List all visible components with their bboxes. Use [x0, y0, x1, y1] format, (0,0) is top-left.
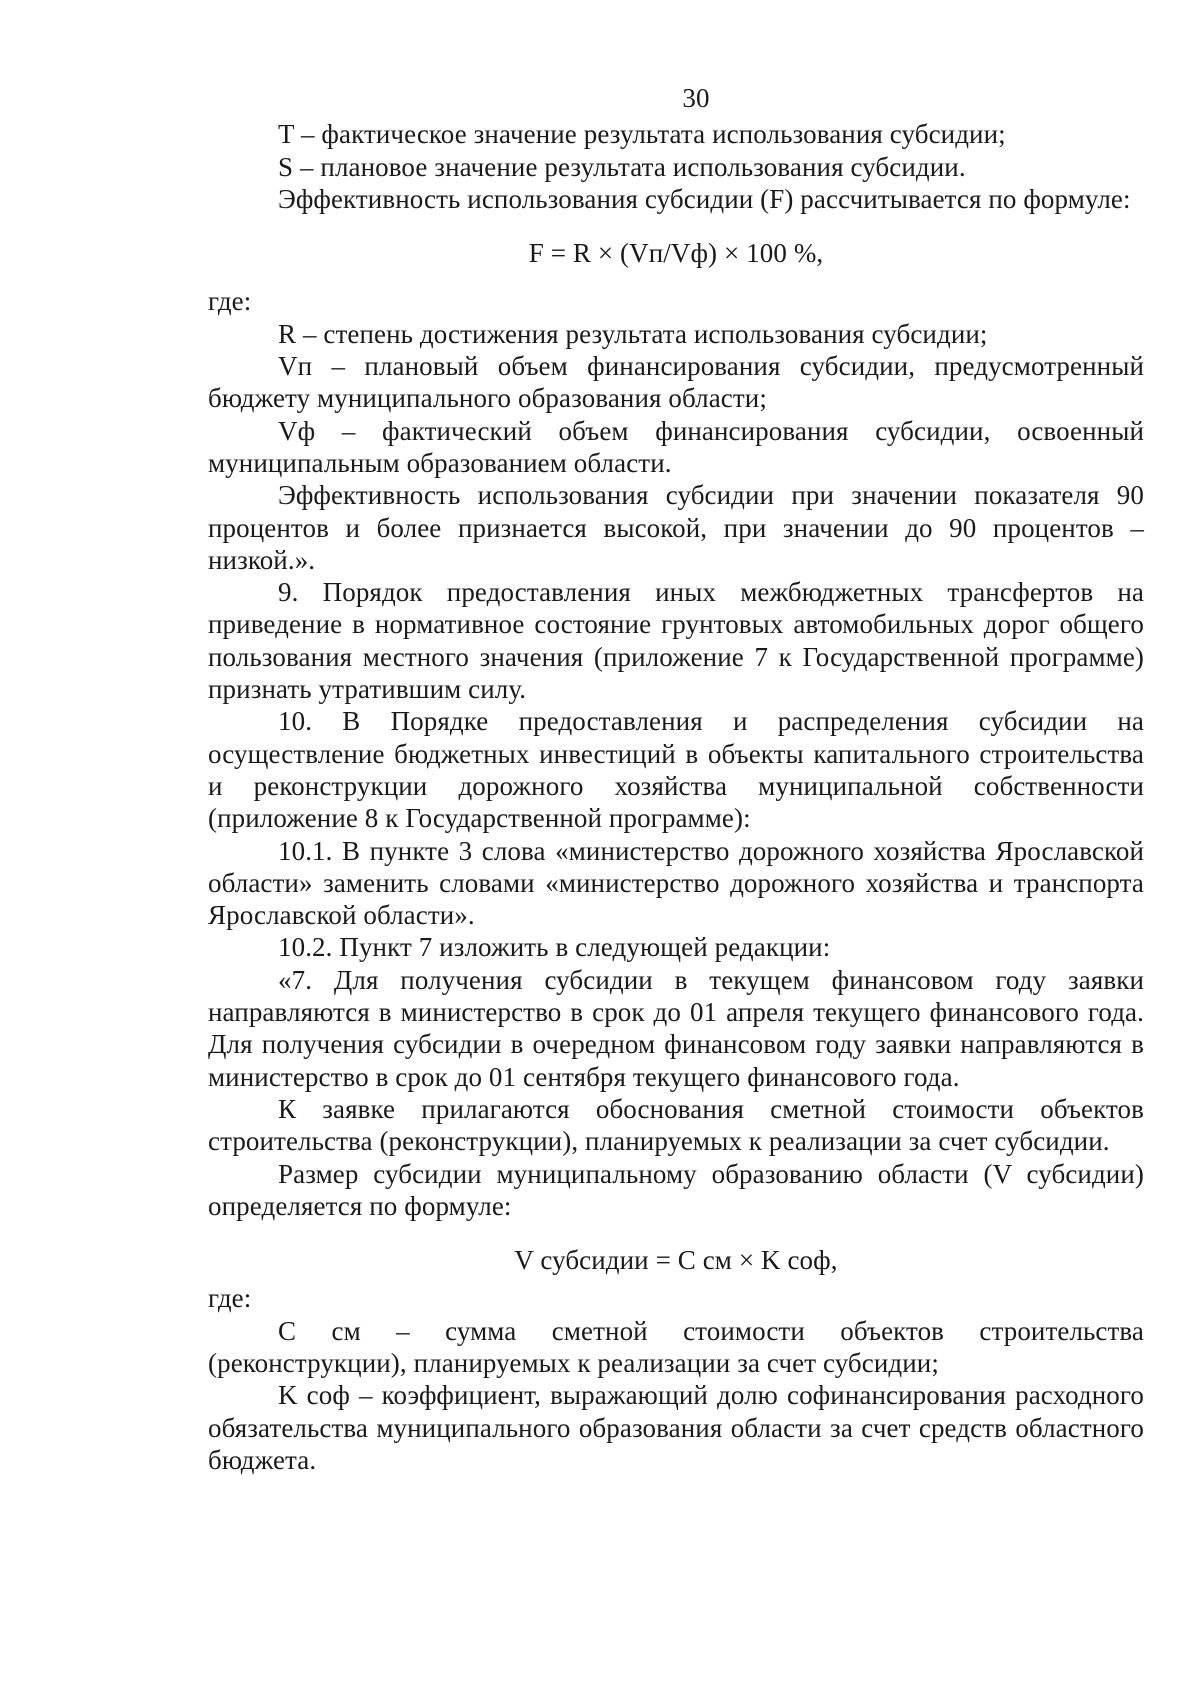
paragraph-item-10-2: 10.2. Пункт 7 изложить в следующей редакции: — [278, 932, 831, 963]
paragraph-efficiency-threshold: Эффективность использования субсидии при значении показателя 90 процентов и более признается высокой, при значении до 90 процентов – низкой.». — [208, 480, 1144, 575]
paragraph-s-definition: S – плановое значение результата использования субсидии. — [278, 151, 966, 182]
paragraph-vp-definition: Vп – плановый объем финансирования субсидии, предусмотренный бюджету муниципального образования области; — [208, 351, 1144, 414]
paragraph-k-sof-definition: K соф – коэффициент, выражающий долю софинансирования расходного обязательства муниципального образования области за счет средств областного бюджета. — [208, 1380, 1144, 1475]
paragraph-vf-definition: Vф – фактический объем финансирования субсидии, освоенный муниципальным образованием области. — [208, 415, 1144, 478]
where-label: где: — [208, 286, 252, 317]
formula-subsidy: V субсидии = C см × K соф, — [514, 1245, 838, 1276]
paragraph-item-10: 10. В Порядке предоставления и распределения субсидии на осуществление бюджетных инвестиций в объекты капитального строительства и реконструкции дорожного хозяйства муниципальной собственности (приложение 8 к Государственной программе): — [208, 706, 1144, 834]
paragraph-item-7-text: «7. Для получения субсидии в текущем финансовом году заявки направляются в министерство в срок до 01 апреля текущего финансового года. Для получения субсидии в очередном финансовом году заявки направляются в министерство в срок до 01 сентября текущего финансового года. — [208, 964, 1144, 1092]
paragraph-item-10-1: 10.1. В пункте 3 слова «министерство дорожного хозяйства Ярославской области» заменить словами «министерство дорожного хозяйства и транспорта Ярославской области». — [208, 835, 1144, 931]
paragraph-c-sm-definition: C см – сумма сметной стоимости объектов строительства (реконструкции), планируемых к реализации за счет субсидии; — [208, 1315, 1144, 1378]
paragraph-efficiency-formula-intro: Эффективность использования субсидии (F) рассчитывается по формуле: — [278, 183, 1131, 214]
paragraph-subsidy-size: Размер субсидии муниципальному образованию области (V субсидии) определяется по формуле: — [208, 1158, 1144, 1221]
paragraph-application-attachments: К заявке прилагаются обоснования сметной стоимости объектов строительства (реконструкции), планируемых к реализации за счет субсидии. — [208, 1093, 1144, 1157]
document-page — [208, 82, 1144, 1476]
where-label-2: где: — [208, 1283, 252, 1314]
page-number: 30 — [682, 83, 710, 113]
paragraph-item-9: 9. Порядок предоставления иных межбюджетных трансфертов на приведение в нормативное состояние грунтовых автомобильных дорог общего пользования местного значения (приложение 7 к Государственной программе) признать утратившим силу. — [208, 577, 1144, 705]
paragraph-t-definition: T – фактическое значение результата использования субсидии; — [278, 119, 1006, 150]
formula-efficiency: F = R × (Vп/Vф) × 100 %, — [528, 238, 824, 269]
paragraph-r-definition: R – степень достижения результата использования субсидии; — [278, 318, 988, 349]
